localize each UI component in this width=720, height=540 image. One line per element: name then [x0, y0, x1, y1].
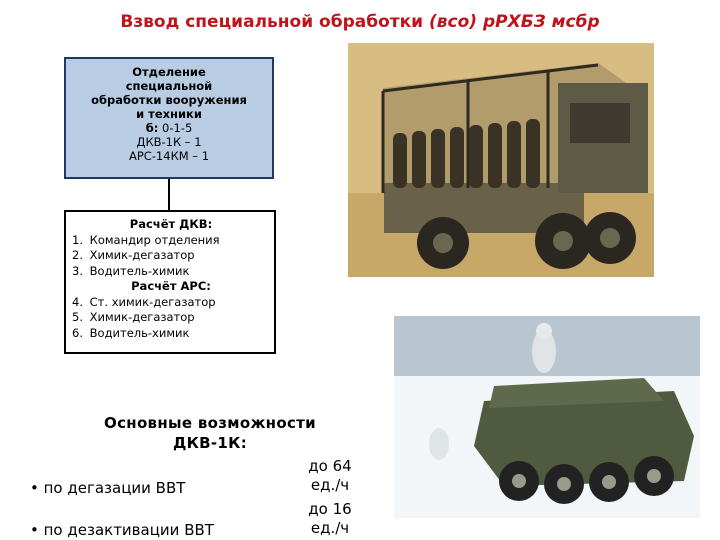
staff-line: б: 0-1-5 — [145, 121, 193, 135]
crew-item: 2. Химик-дегазатор — [72, 248, 195, 262]
equipment-line: АРС-14КМ – 1 — [128, 149, 210, 163]
ars-crew-header: Расчёт АРС: — [131, 279, 211, 293]
equipment-line: ДКВ-1К – 1 — [136, 135, 202, 149]
truck-photo — [348, 43, 654, 277]
crew-item: 3. Водитель-химик — [72, 263, 190, 278]
unit-name-line: Отделение — [132, 65, 206, 79]
capability-label: • по дезактивации ВВТ — [30, 521, 214, 539]
unit-box — [64, 57, 274, 179]
capability-value: до 16 ед./ч — [308, 500, 352, 537]
crew-item: 4. Ст. химик-дегазатор — [72, 294, 216, 309]
crew-item: 6. Водитель-химик — [72, 325, 190, 340]
unit-name-line: обработки вооружения — [91, 93, 247, 107]
capability-value: до 64 ед./ч — [308, 457, 352, 494]
unit-name-line: и техники — [136, 107, 202, 121]
capability-label: • по дегазации ВВТ — [30, 479, 186, 497]
capabilities-title: Основные возможности ДКВ-1К: — [104, 414, 316, 452]
slide-title: Взвод специальной обработки (всо) рРХБЗ мсбр — [120, 12, 600, 32]
crew-item: 1. Командир отделения — [72, 232, 220, 247]
crew-item: 5. Химик-дегазатор — [72, 310, 195, 324]
crew-box — [64, 210, 276, 354]
dkv-crew-header: Расчёт ДКВ: — [129, 217, 213, 231]
connector-line — [168, 179, 170, 210]
apc-photo — [394, 316, 700, 518]
unit-name-line: специальной — [125, 79, 213, 93]
